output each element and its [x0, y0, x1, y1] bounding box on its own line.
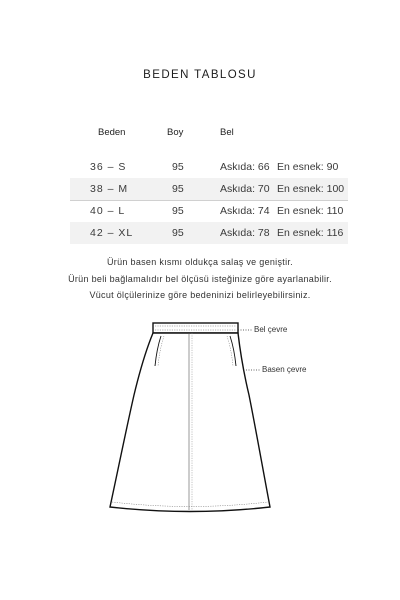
size-cell: 36 – S — [90, 161, 127, 173]
esnek-cell: En esnek: 90 — [277, 161, 339, 173]
skirt-body — [110, 333, 270, 512]
boy-cell: 95 — [172, 161, 184, 173]
esnek-cell: En esnek: 116 — [277, 227, 344, 239]
bel-cevre-label: Bel çevre — [254, 325, 288, 334]
boy-cell: 95 — [172, 227, 184, 239]
askida-cell: Askıda: 70 — [220, 183, 270, 195]
header-beden: Beden — [98, 127, 126, 138]
basen-cevre-label: Basen çevre — [262, 365, 307, 374]
note-line: Ürün beli bağlamalıdır bel ölçüsü isteğinize göre ayarlanabilir. — [68, 274, 332, 284]
size-cell: 42 – XL — [90, 227, 134, 239]
note-line: Vücut ölçülerinize göre bedeninizi belirleyebilirsiniz. — [89, 290, 311, 300]
esnek-cell: En esnek: 110 — [277, 205, 344, 217]
size-cell: 40 – L — [90, 205, 126, 217]
boy-cell: 95 — [172, 205, 184, 217]
size-cell: 38 – M — [90, 183, 129, 195]
askida-cell: Askıda: 78 — [220, 227, 270, 239]
header-boy: Boy — [167, 127, 184, 138]
askida-cell: Askıda: 66 — [220, 161, 270, 173]
page-title: BEDEN TABLOSU — [143, 69, 257, 81]
header-bel: Bel — [220, 127, 234, 138]
esnek-cell: En esnek: 100 — [277, 183, 345, 195]
note-line: Ürün basen kısmı oldukça salaş ve geniştir. — [107, 257, 293, 267]
boy-cell: 95 — [172, 183, 184, 195]
waistband — [153, 323, 238, 333]
askida-cell: Askıda: 74 — [220, 205, 270, 217]
